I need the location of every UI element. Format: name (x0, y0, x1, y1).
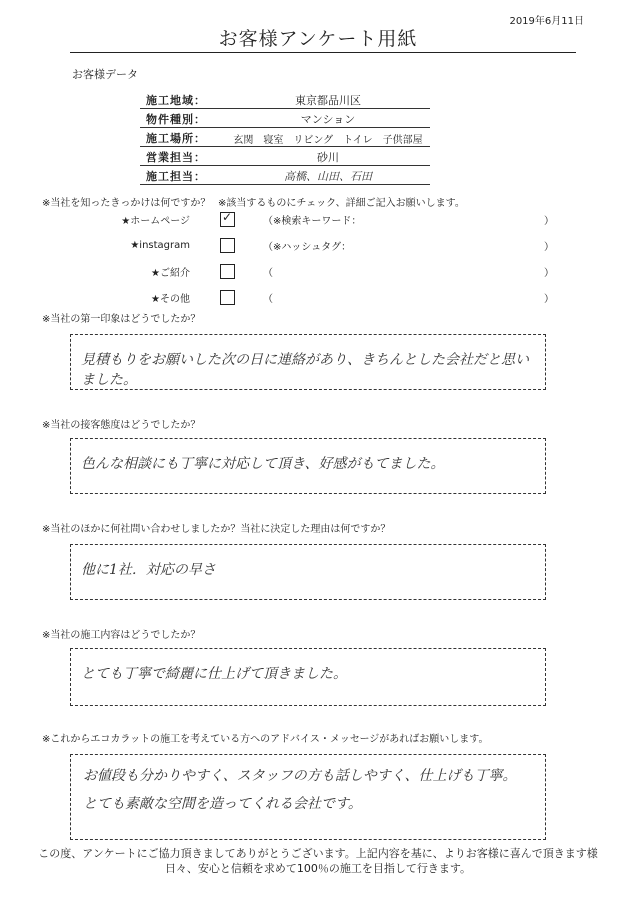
customer-data-table (140, 90, 430, 185)
title-underline (70, 52, 576, 53)
footer-line: 日々、安心と信頼を求めて100％の施工を目指して行きます。 (164, 862, 472, 875)
q4-heading: ※当社のほかに何社問い合わせしましたか？当社に決定した理由は何ですか？ (42, 524, 391, 535)
info-row-installer (140, 166, 430, 185)
option-homepage (84, 206, 554, 232)
info-label: 施工地域： (146, 94, 206, 107)
q4-answer: 他に1社．対応の早さ (81, 562, 216, 578)
footer-message (0, 846, 636, 876)
q1-heading: ※当社を知ったきっかけは何ですか？ (42, 198, 211, 209)
option-close: ） (544, 293, 554, 305)
info-value: 玄関 寝室 リビング トイレ 子供部屋 (233, 135, 423, 146)
q2-answer-box (70, 334, 546, 390)
q6-answer-box (70, 754, 546, 840)
info-row-property-type (140, 109, 430, 128)
info-row-location (140, 128, 430, 147)
option-close: ） (544, 241, 554, 253)
option-other (84, 284, 554, 310)
q6-answer-line1: お値段も分かりやすく、スタッフの方も話しやすく、仕上げも丁寧。 (83, 768, 517, 784)
q5-heading: ※当社の施工内容はどうでしたか？ (42, 630, 201, 641)
checkbox-instagram[interactable] (220, 238, 235, 253)
option-label: ★その他 (151, 293, 190, 305)
q3-heading: ※当社の接客態度はどうでしたか？ (42, 420, 201, 431)
option-detail: （ (263, 293, 273, 305)
info-row-area (140, 90, 430, 109)
checkbox-homepage[interactable] (220, 209, 235, 227)
q5-answer: とても丁寧で綺麗に仕上げて頂きました。 (81, 666, 347, 682)
option-close: ） (544, 215, 554, 227)
info-label: 物件種別： (146, 113, 206, 126)
footer-line: この度、アンケートにご協力頂きましてありがとうございます。上記内容を基に、よりお客様に喜んで頂きます様 (38, 847, 598, 860)
info-value-handwritten: 高橋、山田、石田 (284, 170, 372, 183)
info-label: 施工場所： (146, 132, 206, 145)
q2-heading: ※当社の第一印象はどうでしたか？ (42, 314, 201, 325)
checkbox-referral[interactable] (220, 264, 235, 279)
q6-answer-line2: とても素敵な空間を造ってくれる会社です。 (83, 796, 362, 812)
info-value: 東京都品川区 (295, 94, 361, 107)
q1-instruction: ※該当するものにチェック、詳細ご記入お願いします。 (218, 198, 465, 209)
option-referral (84, 258, 554, 284)
option-label: ★ホームページ (121, 215, 190, 227)
q6-heading: ※これからエコカラットの施工を考えている方へのアドバイス・メッセージがあればお願いします。 (42, 734, 489, 745)
q2-answer: 見積もりをお願いした次の日に連絡があり、きちんとした会社だと思いました。 (81, 352, 529, 388)
option-detail: （※ハッシュタグ： (263, 241, 352, 253)
info-label: 施工担当： (146, 170, 206, 183)
option-label: ★ご紹介 (151, 267, 190, 279)
q5-answer-box (70, 648, 546, 706)
check-mark-icon: ✓ (222, 209, 233, 224)
survey-date: 2019年6月11日 (509, 16, 584, 27)
info-row-sales-rep (140, 147, 430, 166)
option-close: ） (544, 267, 554, 279)
option-detail: （※検索キーワード： (263, 215, 362, 227)
option-detail: （ (263, 267, 273, 279)
customer-data-heading: お客様データ (72, 68, 138, 81)
q3-answer-box (70, 438, 546, 494)
q4-answer-box (70, 544, 546, 600)
q1-options (84, 206, 554, 310)
q3-answer: 色んな相談にも丁寧に対応して頂き、好感がもてました。 (81, 456, 445, 472)
info-label: 営業担当： (146, 151, 206, 164)
checkbox-other[interactable] (220, 290, 235, 305)
page-title: お客様アンケート用紙 (218, 28, 418, 50)
info-value: マンション (300, 113, 356, 126)
option-label: ★instagram (130, 239, 190, 251)
info-value: 砂川 (317, 151, 339, 164)
option-instagram (84, 232, 554, 258)
